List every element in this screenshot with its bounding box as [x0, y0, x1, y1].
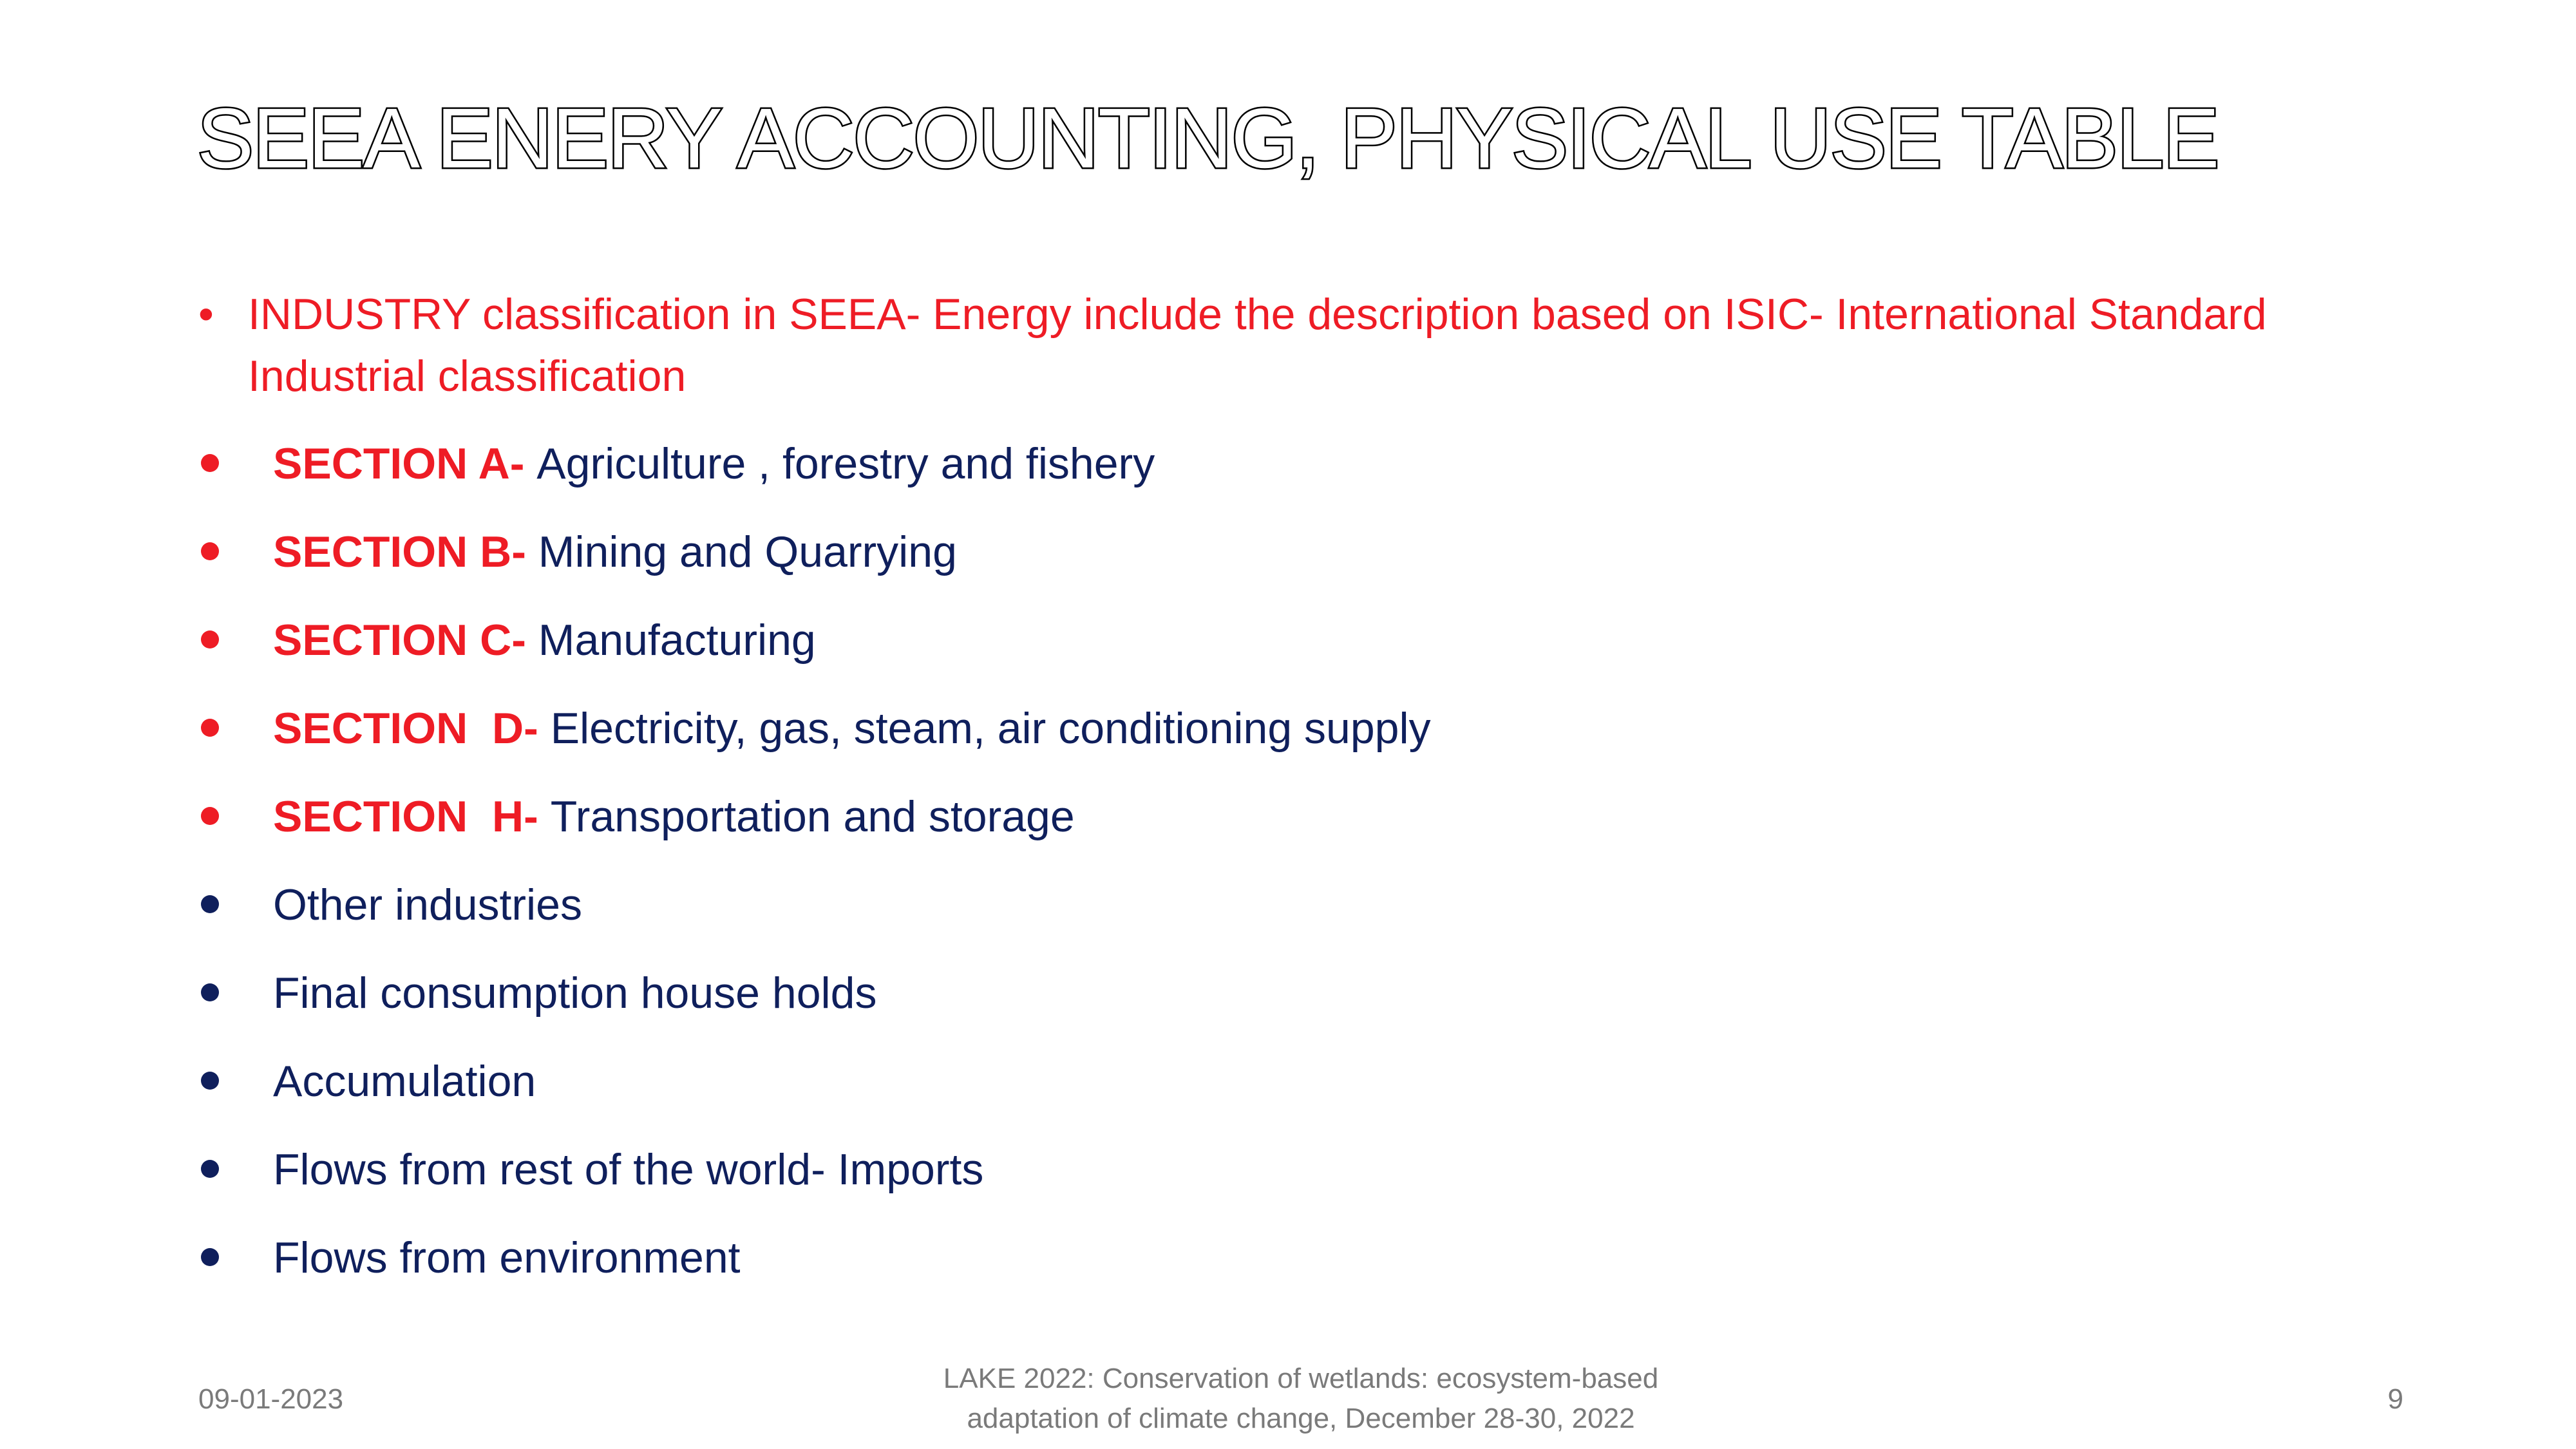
section-description: Transportation and storage: [550, 792, 1075, 841]
red-bullet-icon: [201, 630, 219, 649]
list-item-section-d: [193, 697, 2318, 786]
list-item-imports: [193, 1139, 2318, 1227]
section-description: Electricity, gas, steam, air conditioning supply: [550, 704, 1431, 753]
slide-title: SEEA ENERY ACCOUNTING, PHYSICAL USE TABLE: [197, 91, 2219, 185]
navy-bullet-icon: [201, 895, 219, 913]
list-item-accumulation: [193, 1050, 2318, 1139]
navy-bullet-icon: [201, 1072, 219, 1090]
list-item-other-industries: [193, 874, 2318, 962]
red-bullet-icon: [201, 719, 219, 737]
page-number: 9: [2387, 1383, 2403, 1415]
list-item-final-consumption: [193, 962, 2318, 1050]
intro-bullet-icon: •: [198, 290, 214, 339]
navy-bullet-icon: [201, 1160, 219, 1178]
red-bullet-icon: [201, 807, 219, 825]
section-label: SECTION A-: [273, 439, 537, 488]
section-label: SECTION D-: [273, 704, 551, 753]
footer-event-line2: adaptation of climate change, December 28-30, 2022: [967, 1403, 1635, 1434]
list-item-text: Flows from environment: [273, 1233, 741, 1282]
list-item-section-h: [193, 786, 2318, 874]
section-label: SECTION C-: [273, 616, 538, 665]
list-item-text: Flows from rest of the world- Imports: [273, 1145, 984, 1194]
footer-event-line1: LAKE 2022: Conservation of wetlands: ecosystem-based: [943, 1363, 1659, 1394]
section-description: Manufacturing: [538, 616, 816, 665]
list-item-text: Final consumption house holds: [273, 969, 877, 1018]
section-description: Mining and Quarrying: [538, 527, 957, 576]
intro-bullet-item: [193, 283, 2318, 407]
navy-bullet-icon: [201, 983, 219, 1001]
red-bullet-icon: [201, 454, 219, 472]
section-label: SECTION B-: [273, 527, 538, 576]
list-item-text: Accumulation: [273, 1057, 536, 1106]
navy-bullet-icon: [201, 1248, 219, 1266]
intro-text: INDUSTRY classification in SEEA- Energy include the description based on ISIC- International Standard Industrial classification: [248, 290, 2267, 401]
list-item-section-b: [193, 521, 2318, 609]
list-item-section-c: [193, 609, 2318, 697]
list-item-text: Other industries: [273, 880, 582, 929]
section-label: SECTION H-: [273, 792, 551, 841]
section-description: Agriculture , forestry and fishery: [536, 439, 1155, 488]
list-item-environment: [193, 1227, 2318, 1315]
footer-event: [914, 1359, 1687, 1439]
footer-date: 09-01-2023: [198, 1383, 344, 1415]
red-bullet-icon: [201, 542, 219, 560]
list-item-section-a: [193, 433, 2318, 521]
slide-body: [193, 283, 2318, 1315]
